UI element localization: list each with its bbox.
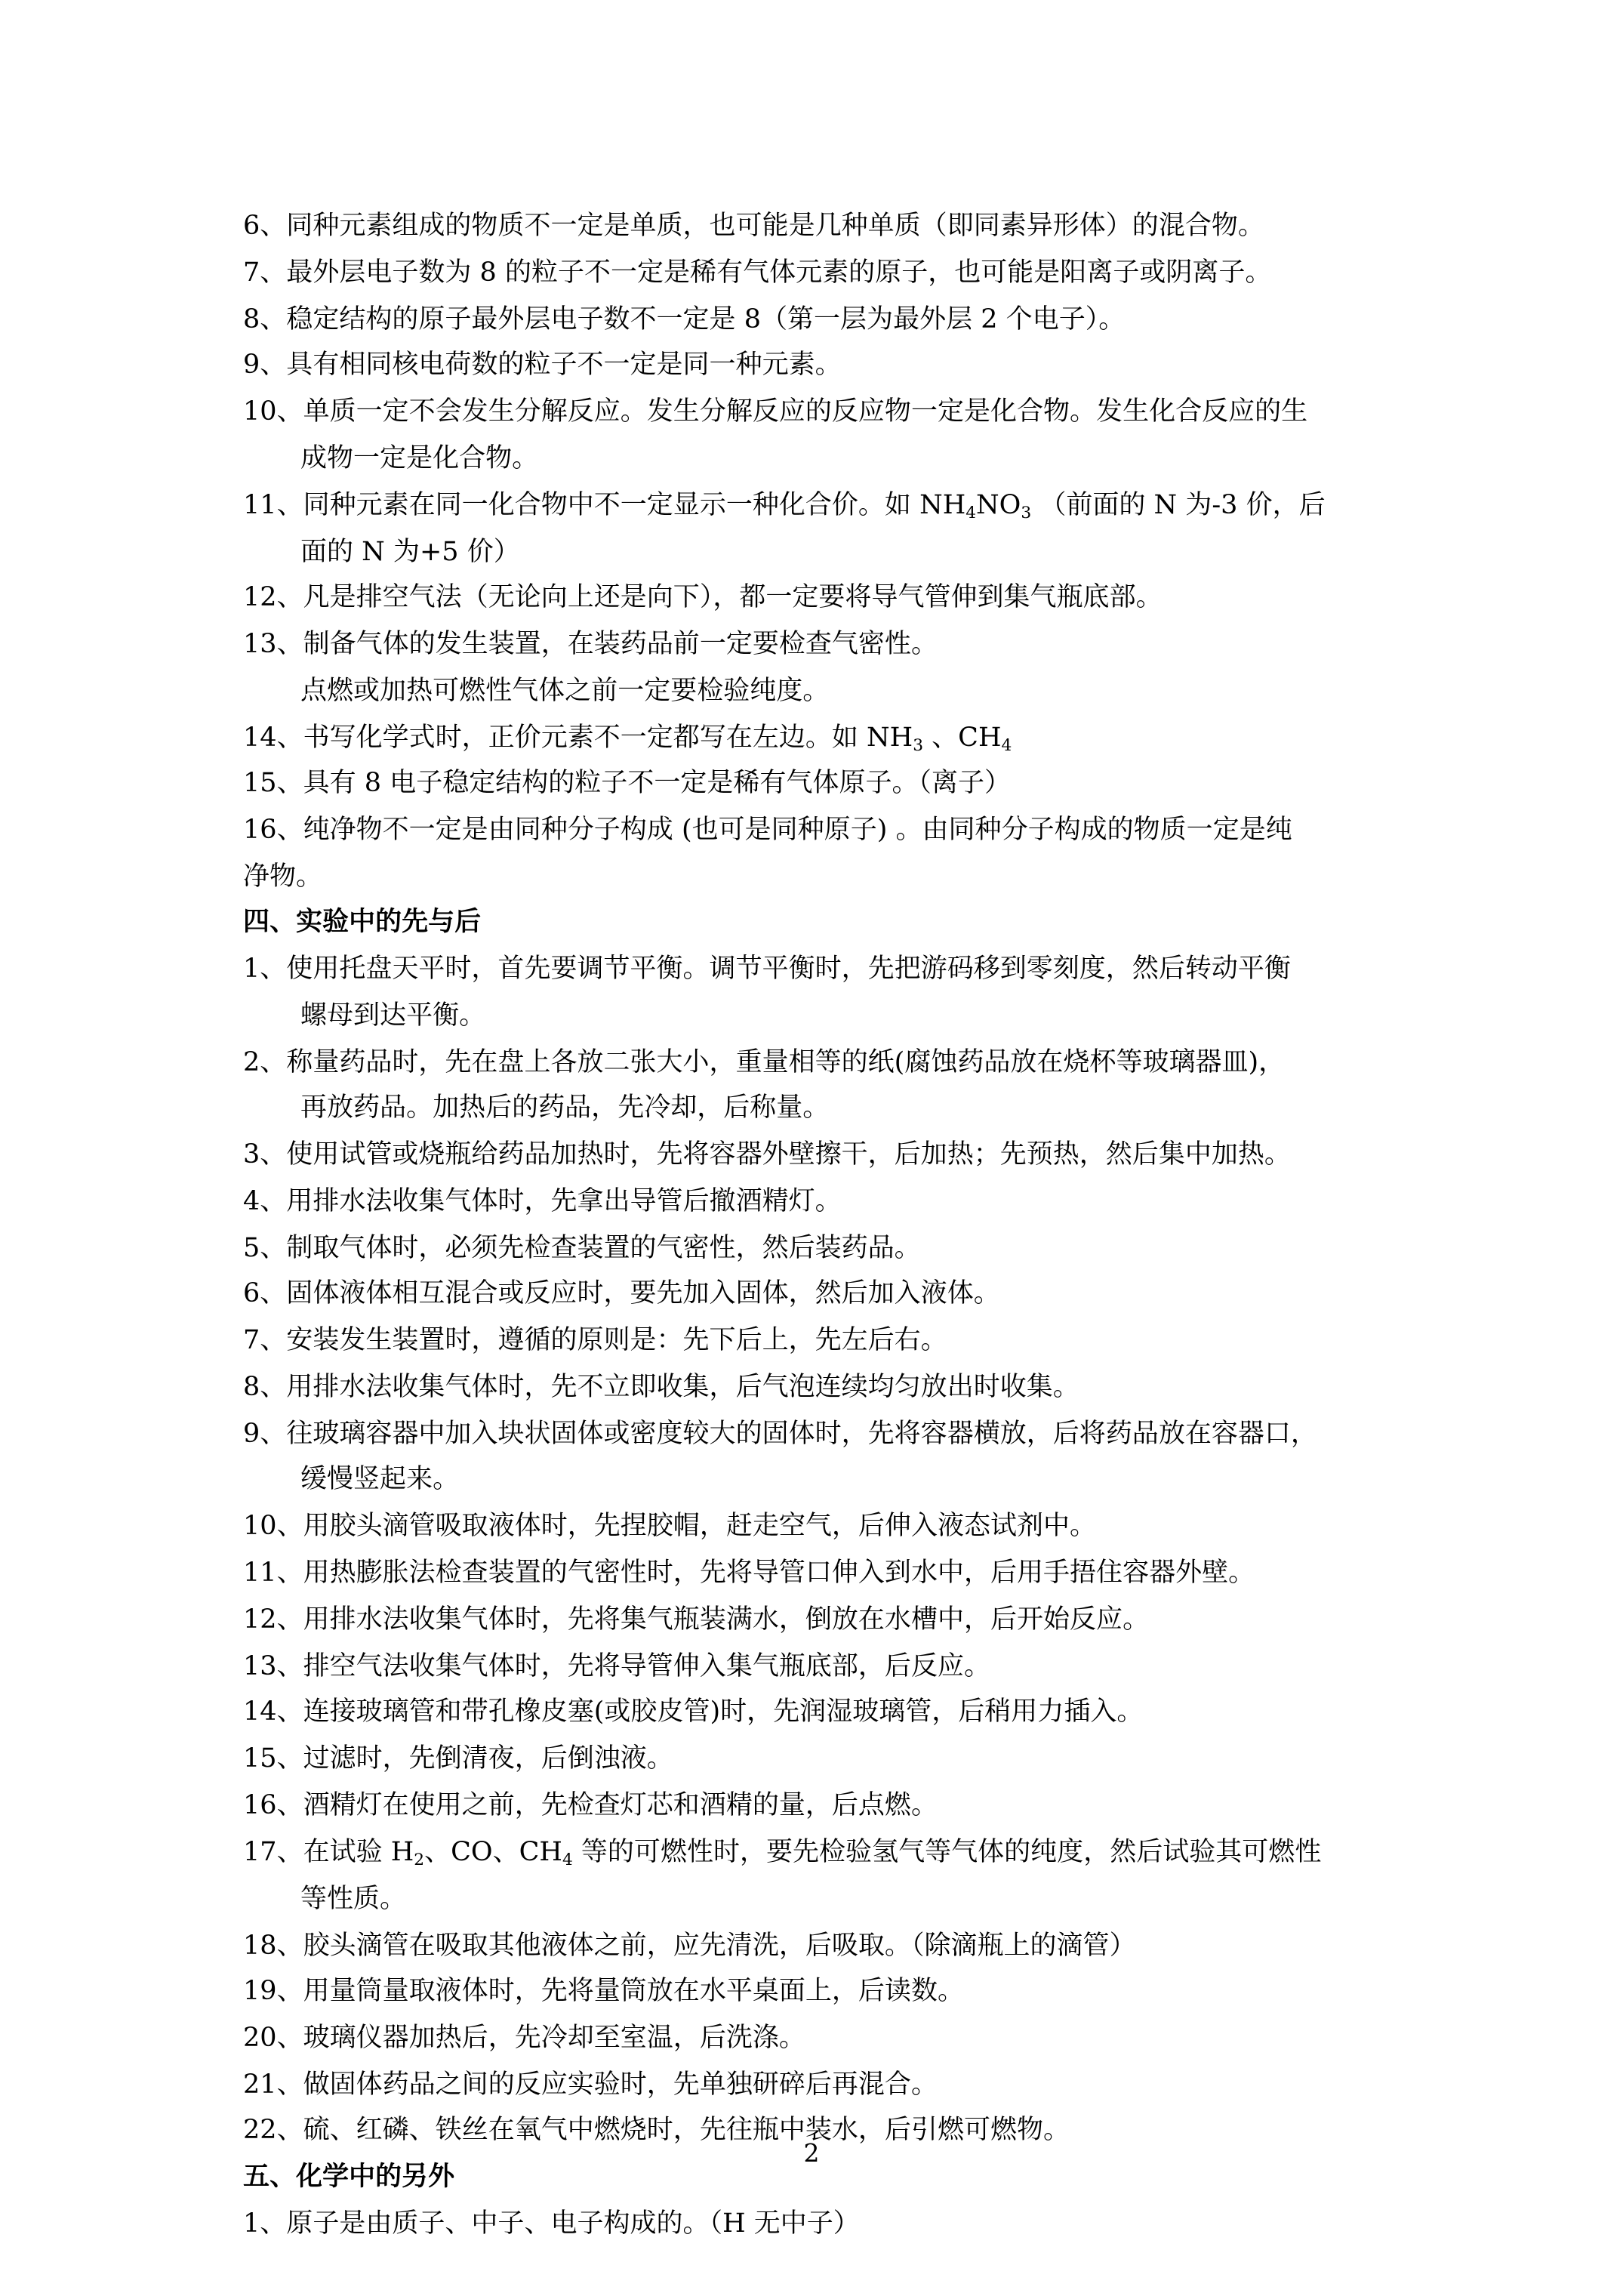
text-line bbox=[0, 621, 1623, 667]
line-text: 成物一定是化合物。 bbox=[300, 443, 539, 473]
section-heading bbox=[0, 898, 1623, 945]
text-line bbox=[0, 482, 1623, 529]
line-text: 17、在试验 $H_2$、CO、$CH_4$ 等的可燃性时，要先检验氢气等气体的纯度，然后试验其可燃性 bbox=[243, 1837, 1322, 1870]
line-text: 10、单质一定不会发生分解反应。发生分解反应的反应物一定是化合物。发生化合反应的生 bbox=[243, 396, 1308, 427]
text-line bbox=[0, 1782, 1623, 1829]
line-text: 4、用排水法收集气体时，先拿出导管后撤酒精灯。 bbox=[243, 1186, 842, 1216]
line-text: 7、最外层电子数为 8 的粒子不一定是稀有气体元素的原子，也可能是阳离子或阴离子。 bbox=[243, 257, 1272, 288]
line-text: 16、纯净物不一定是由同种分子构成 (也可是同种原子) 。由同种分子构成的物质一定是纯 bbox=[243, 815, 1292, 845]
text-line bbox=[0, 1039, 1623, 1086]
line-text: 11、用热膨胀法检查装置的气密性时，先将导管口伸入到水中，后用手捂住容器外壁。 bbox=[243, 1558, 1255, 1588]
text-line bbox=[0, 714, 1623, 761]
line-text: 7、安装发生装置时，遵循的原则是：先下后上，先左后右。 bbox=[243, 1325, 947, 1355]
line-text: 五、化学中的另外 bbox=[243, 2161, 455, 2192]
text-line bbox=[0, 1084, 1623, 1131]
line-text: 19、用量筒量取液体时，先将量筒放在水平桌面上，后读数。 bbox=[243, 1976, 964, 2006]
text-line bbox=[0, 992, 1623, 1039]
line-text: 5、制取气体时，必须先检查装置的气密性，然后装药品。 bbox=[243, 1233, 921, 1263]
line-text: 螺母到达平衡。 bbox=[300, 1000, 486, 1031]
line-text: 8、用排水法收集气体时，先不立即收集，后气泡连续均匀放出时收集。 bbox=[243, 1372, 1079, 1402]
line-text: 四、实验中的先与后 bbox=[243, 906, 482, 937]
line-text: 1、使用托盘天平时，首先要调节平衡。调节平衡时，先把游码移到零刻度，然后转动平衡 bbox=[243, 954, 1291, 984]
text-line bbox=[0, 1643, 1623, 1690]
line-text: 2、称量药品时，先在盘上各放二张大小，重量相等的纸(腐蚀药品放在烧杯等玻璃器皿)， bbox=[243, 1047, 1286, 1077]
text-line bbox=[0, 853, 1623, 900]
text-line bbox=[0, 1502, 1623, 1549]
text-line bbox=[0, 1688, 1623, 1735]
text-line bbox=[0, 435, 1623, 482]
text-line bbox=[0, 2200, 1623, 2247]
line-text: 22、硫、红磷、铁丝在氧气中燃烧时，先往瓶中装水，后引燃可燃物。 bbox=[243, 2115, 1070, 2145]
line-text: 1、原子是由质子、中子、电子构成的。（H 无中子） bbox=[243, 2208, 860, 2239]
line-text: 15、具有 8 电子稳定结构的粒子不一定是稀有气体原子。（离子） bbox=[243, 768, 1012, 798]
text-line bbox=[0, 1549, 1623, 1596]
line-text: 缓慢竖起来。 bbox=[300, 1464, 460, 1494]
line-text: 9、具有相同核电荷数的粒子不一定是同一种元素。 bbox=[243, 350, 842, 380]
text-line bbox=[0, 1317, 1623, 1364]
text-line bbox=[0, 1178, 1623, 1225]
text-line bbox=[0, 249, 1623, 296]
text-line bbox=[0, 1922, 1623, 1969]
text-line bbox=[0, 1456, 1623, 1502]
line-text: 3、使用试管或烧瓶给药品加热时，先将容器外壁擦干，后加热；先预热，然后集中加热。 bbox=[243, 1139, 1291, 1170]
line-text: 6、固体液体相互混合或反应时，要先加入固体，然后加入液体。 bbox=[243, 1278, 1000, 1308]
text-line bbox=[0, 341, 1623, 388]
text-line bbox=[0, 1596, 1623, 1643]
text-line bbox=[0, 1410, 1623, 1457]
text-line bbox=[0, 529, 1623, 575]
page-number: 2 bbox=[803, 2138, 820, 2168]
line-text: 21、做固体药品之间的反应实验时，先单独研碎后再混合。 bbox=[243, 2069, 938, 2100]
text-line bbox=[0, 1225, 1623, 1271]
text-line bbox=[0, 1131, 1623, 1178]
line-text: 18、胶头滴管在吸取其他液体之前，应先清洗，后吸取。（除滴瓶上的滴管） bbox=[243, 1931, 1136, 1961]
line-text: 12、凡是排空气法（无论向上还是向下），都一定要将导气管伸到集气瓶底部。 bbox=[243, 582, 1163, 612]
line-text: 8、稳定结构的原子最外层电子数不一定是 8（第一层为最外层 2 个电子）。 bbox=[243, 304, 1126, 334]
text-line bbox=[0, 296, 1623, 343]
line-text: 9、往玻璃容器中加入块状固体或密度较大的固体时，先将容器横放，后将药品放在容器口， bbox=[243, 1419, 1317, 1449]
line-text: 面的 N 为+5 价） bbox=[300, 537, 520, 567]
text-line bbox=[0, 1364, 1623, 1410]
line-text: 净物。 bbox=[243, 861, 323, 892]
line-text: 11、同种元素在同一化合物中不一定显示一种化合价。如 $NH_4NO_3$ （前面的 N 为-3 价，后 bbox=[243, 490, 1326, 523]
line-text: 16、酒精灯在使用之前，先检查灯芯和酒精的量，后点燃。 bbox=[243, 1790, 938, 1820]
text-line bbox=[0, 1875, 1623, 1922]
text-line bbox=[0, 806, 1623, 853]
text-line bbox=[0, 202, 1623, 249]
line-text: 20、玻璃仪器加热后，先冷却至室温，后洗涤。 bbox=[243, 2023, 805, 2053]
text-line bbox=[0, 388, 1623, 435]
line-text: 点燃或加热可燃性气体之前一定要检验纯度。 bbox=[300, 676, 830, 706]
line-text: 14、连接玻璃管和带孔橡皮塞(或胶皮管)时，先润湿玻璃管，后稍用力插入。 bbox=[243, 1697, 1144, 1727]
text-line bbox=[0, 760, 1623, 806]
line-text: 等性质。 bbox=[300, 1884, 407, 1914]
text-line bbox=[0, 945, 1623, 992]
text-line bbox=[0, 2061, 1623, 2108]
text-line bbox=[0, 667, 1623, 714]
line-text: 10、用胶头滴管吸取液体时，先捏胶帽，赶走空气，后伸入液态试剂中。 bbox=[243, 1511, 1097, 1541]
line-text: 13、制备气体的发生装置，在装药品前一定要检查气密性。 bbox=[243, 629, 938, 659]
line-text: 6、同种元素组成的物质不一定是单质，也可能是几种单质（即同素异形体）的混合物。 bbox=[243, 211, 1264, 241]
line-text: 12、用排水法收集气体时，先将集气瓶装满水，倒放在水槽中，后开始反应。 bbox=[243, 1604, 1150, 1635]
text-line bbox=[0, 1968, 1623, 2014]
text-line bbox=[0, 1270, 1623, 1317]
text-line bbox=[0, 574, 1623, 621]
text-line bbox=[0, 1829, 1623, 1875]
text-line bbox=[0, 1735, 1623, 1782]
line-text: 14、书写化学式时，正价元素不一定都写在左边。如 $NH_3$ 、$CH_4$ bbox=[243, 723, 1012, 756]
line-text: 13、排空气法收集气体时，先将导管伸入集气瓶底部，后反应。 bbox=[243, 1651, 990, 1681]
line-text: 再放药品。加热后的药品，先冷却，后称量。 bbox=[300, 1093, 830, 1123]
line-text: 15、过滤时，先倒清夜，后倒浊液。 bbox=[243, 1743, 673, 1774]
text-line bbox=[0, 2014, 1623, 2061]
